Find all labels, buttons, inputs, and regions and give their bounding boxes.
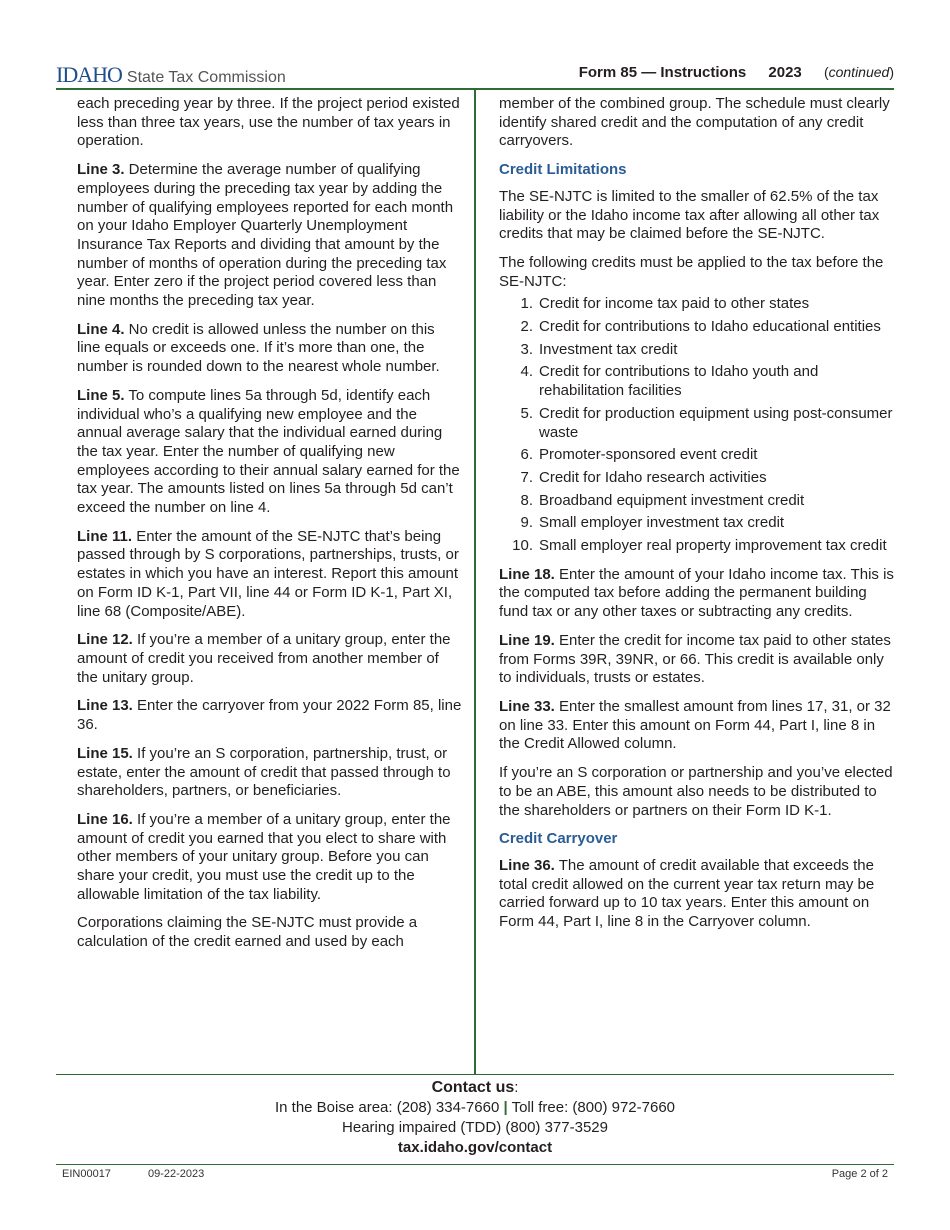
- tollfree-phone: Toll free: (800) 972-7660: [511, 1099, 676, 1116]
- list-item: 3. Investment tax credit: [520, 340, 678, 358]
- paragraph-line-11: Line 11. Enter the amount of the SE-NJTC that’s being passed through by S corporations, partnerships, trusts, or estates in which you have an interest. Report this amount on Form ID K-1, Part VII, line 44 or Form ID K-1, Part XI, line 68 (Composite/ABE).: [77, 527, 459, 620]
- contact-title-row: Contact us:: [431, 1079, 519, 1096]
- paragraph-line-13: Line 13. Enter the carryover from your 2022 Form 85, line 36.: [77, 697, 462, 734]
- page-footer: [62, 1168, 888, 1180]
- list-item: 8. Broadband equipment investment credit: [520, 491, 805, 509]
- column-divider: [474, 90, 476, 1074]
- form-year: 2023: [768, 64, 802, 81]
- paragraph: The following credits must be applied to the tax before the SE-NJTC:: [499, 253, 884, 290]
- credits-list: [499, 295, 894, 555]
- paragraph: member of the combined group. The schedule must clearly identify shared credit and the computation of any credit carryovers.: [499, 95, 890, 150]
- list-item: 4. Credit for contributions to Idaho youth and rehabilitation facilities: [520, 363, 819, 400]
- content-bottom-rule: [56, 1074, 894, 1075]
- paragraph: The SE-NJTC is limited to the smaller of 62.5% of the tax liability or the Idaho income tax after allowing all other tax credits that may be claimed before the SE-NJTC.: [499, 187, 880, 243]
- paragraph-line-4: Line 4. No credit is allowed unless the number on this line equals or exceeds one. If it’s more than one, the number is rounded down to the nearest whole number.: [77, 320, 440, 376]
- list-item: 9. Small employer investment tax credit: [520, 514, 785, 532]
- idaho-logo: [56, 62, 286, 88]
- paragraph: each preceding year by three. If the project period existed less than three tax years, use the number of tax years in operation.: [77, 95, 460, 150]
- tdd-phone: Hearing impaired (TDD) (800) 377-3529: [342, 1119, 608, 1136]
- list-item: 5. Credit for production equipment using post-consumer waste: [520, 404, 893, 441]
- contact-block: [56, 1078, 894, 1158]
- form-code: EIN00017: [62, 1168, 111, 1180]
- separator: |: [503, 1099, 508, 1116]
- paragraph: Corporations claiming the SE-NJTC must provide a calculation of the credit earned and used by each: [77, 914, 418, 951]
- revision-date: 09-22-2023: [148, 1168, 205, 1180]
- page-number: Page 2 of 2: [831, 1168, 888, 1180]
- logo-wordmark: IDAHO: [56, 62, 122, 87]
- section-heading-credit-limitations: Credit Limitations: [499, 161, 627, 179]
- list-item: 7. Credit for Idaho research activities: [520, 468, 767, 486]
- list-item: 2. Credit for contributions to Idaho educational entities: [520, 318, 881, 336]
- paragraph-line-18: Line 18. Enter the amount of your Idaho income tax. This is the computed tax before adding the permanent building fund tax or any other taxes or subtracting any credits.: [499, 565, 894, 621]
- paragraph-line-3: Line 3. Determine the average number of qualifying employees during the preceding tax year by adding the number of qualifying employees reported for each month on your Idaho Employer Quarterly Unemployment Insurance Tax Reports and dividing that amount by the number of months of operation during the preceding tax year. Enter zero if the project period covered less than nine months the preceding tax year.: [77, 161, 454, 310]
- paragraph-line-19: Line 19. Enter the credit for income tax paid to other states from Forms 39R, 39NR, or 66. This credit is available only to individuals, trusts or estates.: [499, 631, 891, 687]
- logo-subtitle: State Tax Commission: [126, 69, 286, 86]
- continued-label: (continued): [823, 64, 894, 80]
- paragraph-line-12: Line 12. If you’re a member of a unitary group, enter the amount of credit you received from another member of the unitary group.: [77, 631, 451, 686]
- form-title: Form 85 — Instructions: [578, 64, 747, 81]
- contact-link[interactable]: tax.idaho.gov/contact: [397, 1139, 553, 1156]
- boise-phone: In the Boise area: (208) 334-7660: [274, 1099, 500, 1116]
- paragraph-line-33: Line 33. Enter the smallest amount from lines 17, 31, or 32 on line 33. Enter this amount on Form 44, Part I, line 8 in the Credit Allowed column.: [499, 697, 891, 753]
- right-column: [499, 95, 894, 942]
- section-heading-credit-carryover: Credit Carryover: [499, 830, 618, 848]
- left-column: [77, 95, 462, 962]
- paragraph-line-5: Line 5. To compute lines 5a through 5d, identify each individual who’s a qualifying new employee and the annual average salary that the individual earned during the tax year. Enter the number of qualifying new employees according to their annual salary earned for the tax year. The amounts listed on lines 5a through 5d can’t exceed the number on line 4.: [77, 386, 460, 517]
- paragraph-line-16: Line 16. If you’re a member of a unitary group, enter the amount of credit you earned that you elect to share with other members of your unitary group. Before you can share your credit, you must use the credit up to the allowable limitation of the tax liability.: [77, 810, 451, 903]
- footer-rule: [56, 1164, 894, 1165]
- paragraph: If you’re an S corporation or partnership and you’ve elected to be an ABE, this amount also needs to be distributed to the shareholders or partners on their Form ID K-1.: [499, 764, 893, 819]
- page-header: [56, 62, 894, 88]
- list-item: 10. Small employer real property improvement tax credit: [512, 537, 887, 555]
- paragraph-line-15: Line 15. If you’re an S corporation, partnership, trust, or estate, enter the amount of credit that passed through to shareholders, partners, or beneficiaries.: [77, 744, 451, 800]
- list-item: 1. Credit for income tax paid to other states: [520, 295, 810, 313]
- form-heading: [579, 64, 894, 81]
- contact-title: Contact us: [431, 1079, 515, 1096]
- list-item: 6. Promoter-sponsored event credit: [520, 446, 758, 464]
- contact-phones: [56, 1098, 894, 1118]
- paragraph-line-36: Line 36. The amount of credit available that exceeds the total credit allowed on the current year tax return may be carried forward up to 10 tax years. Enter this amount on Form 44, Part I, line 8 in the Carryover column.: [499, 856, 875, 931]
